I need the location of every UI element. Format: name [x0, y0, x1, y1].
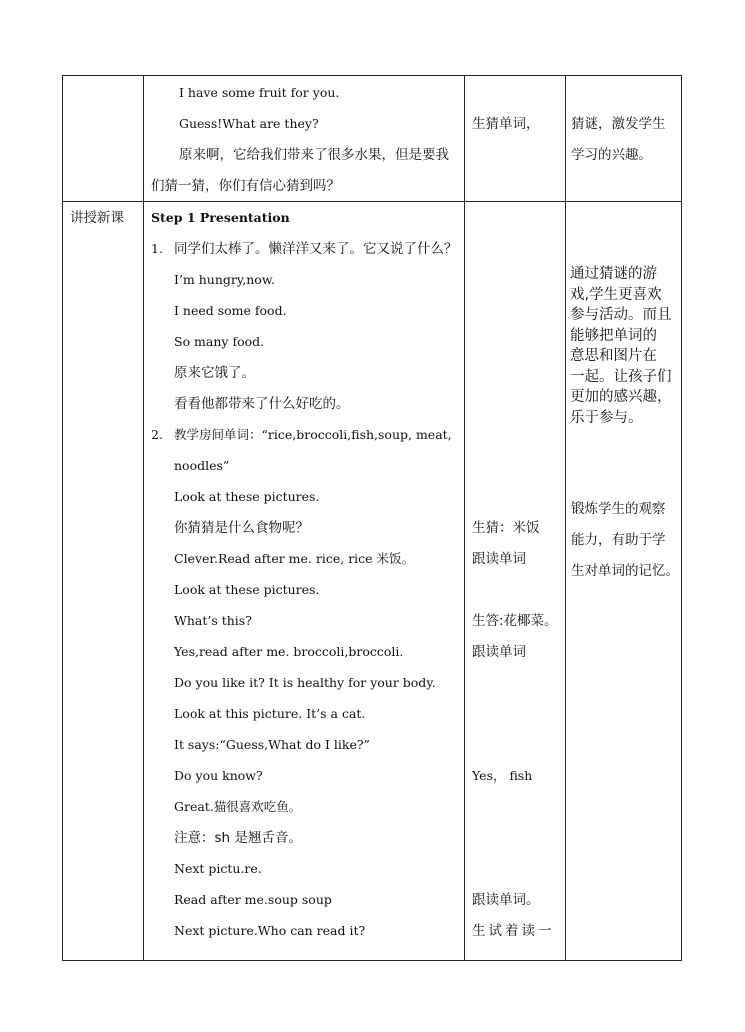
- step-title: Step 1 Presentation: [151, 210, 290, 225]
- purpose-line: 更加的感兴趣，: [570, 389, 672, 405]
- content-line: Yes,read after me. broccoli,broccoli.: [174, 644, 404, 659]
- content-line: I need some food.: [174, 303, 287, 318]
- item-text: 同学们太棒了。懒洋洋又来了。它又说了什么？: [174, 241, 458, 257]
- column-divider: [143, 76, 144, 960]
- content-line: Look at these pictures.: [174, 489, 320, 504]
- purpose-line: 乐于参与。: [570, 409, 643, 426]
- row1-purpose-line: 猜谜，激发学生: [571, 116, 666, 132]
- purpose-line: 生对单词的记忆。: [571, 563, 679, 579]
- row-divider: [63, 201, 681, 202]
- purpose-line: 参与活动。而且: [570, 307, 672, 323]
- row1-content-line: I have some fruit for you.: [179, 85, 340, 100]
- content-line: Look at these pictures.: [174, 582, 320, 597]
- student-activity: 生试着读一: [472, 923, 555, 939]
- content-line: Read after me.soup soup: [174, 892, 332, 907]
- student-activity: Yes， fish: [472, 768, 533, 783]
- content-line: Clever.Read after me. rice, rice 米饭。: [174, 551, 415, 566]
- purpose-line: 意思和图片在: [570, 348, 657, 364]
- student-activity: 跟读单词: [472, 551, 526, 567]
- content-line: 注意：sh 是翘舌音。: [174, 830, 302, 846]
- purpose-line: 一起。让孩子们: [570, 368, 672, 385]
- row1-student-activity: 生猜单词，: [472, 116, 540, 132]
- content-line: Do you know?: [174, 768, 263, 783]
- content-line: Next pictu.re.: [174, 861, 262, 876]
- item-text-continued: noodles”: [174, 458, 230, 473]
- content-line: Great.猫很喜欢吃鱼。: [174, 799, 302, 814]
- student-activity: 跟读单词。: [472, 892, 540, 908]
- row1-content-line: Guess!What are they?: [179, 116, 319, 131]
- item-text: 教学房间单词：“rice,broccoli,fish,soup, meat,: [174, 427, 452, 442]
- student-activity: 生答:花椰菜。: [472, 613, 558, 629]
- item-number: 2.: [151, 427, 163, 442]
- purpose-line: 能力，有助于学: [571, 532, 666, 548]
- row1-purpose-line: 学习的兴趣。: [571, 147, 652, 163]
- column-divider: [464, 76, 465, 960]
- purpose-line: 戏,学生更喜欢: [570, 286, 662, 303]
- content-line: I’m hungry,now.: [174, 272, 276, 287]
- purpose-line: 锻炼学生的观察: [571, 501, 666, 517]
- content-line: Look at this picture. It’s a cat.: [174, 706, 366, 721]
- purpose-line: 能够把单词的: [570, 327, 657, 344]
- lesson-plan-table: [62, 75, 682, 961]
- row1-content-line: 们猜一猜，你们有信心猜到吗？: [151, 178, 340, 194]
- content-line: 看看他都带来了什么好吃的。: [174, 396, 350, 412]
- content-line: What’s this?: [174, 613, 252, 628]
- item-number: 1.: [151, 241, 163, 256]
- content-line: 你猜猜是什么食物呢？: [174, 520, 309, 536]
- content-line: Do you like it? It is healthy for your body.: [174, 675, 436, 690]
- row1-content-line: 原来啊，它给我们带来了很多水果，但是要我: [179, 147, 449, 163]
- content-line: So many food.: [174, 334, 265, 349]
- content-line: It says:“Guess,What do I like?”: [174, 737, 370, 752]
- content-line: 原来它饿了。: [174, 365, 255, 381]
- section-label: 讲授新课: [70, 210, 124, 226]
- student-activity: 生猜：米饭: [472, 520, 540, 536]
- content-line: Next picture.Who can read it?: [174, 923, 366, 938]
- column-divider: [565, 76, 566, 960]
- student-activity: 跟读单词: [472, 644, 526, 660]
- purpose-line: 通过猜谜的游: [570, 266, 657, 282]
